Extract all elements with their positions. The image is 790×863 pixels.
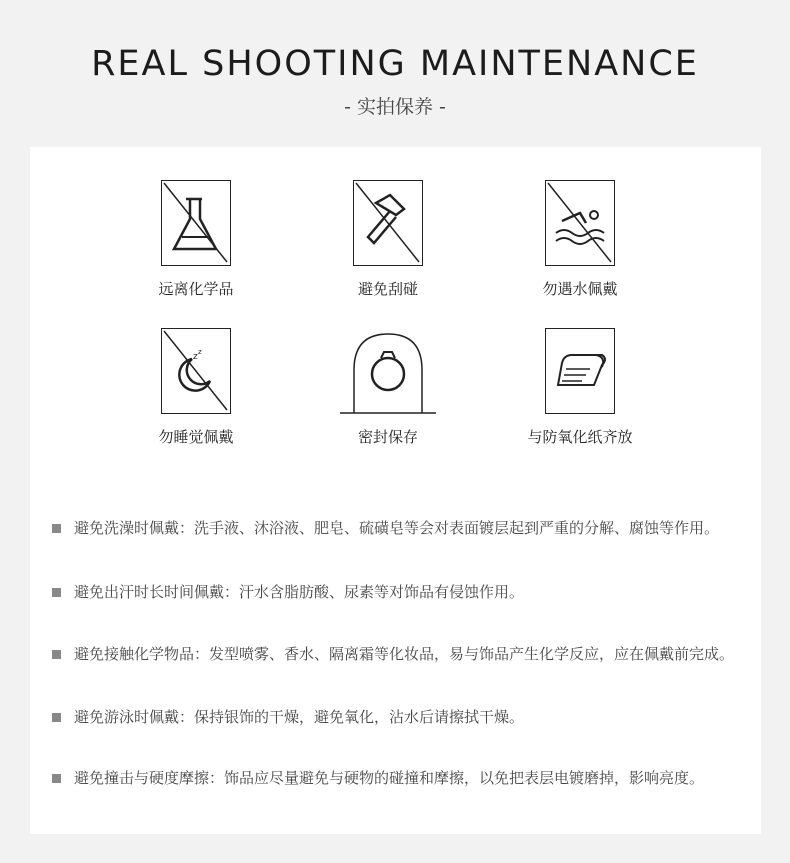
note-item: 避免出汗时长时间佩戴：汗水含脂肪酸、尿素等对饰品有侵蚀作用。: [48, 581, 738, 604]
bullet-square-icon: [52, 588, 61, 597]
svg-text:z: z: [198, 348, 202, 356]
icon-label: 勿睡觉佩戴: [158, 428, 234, 446]
icon-item-sleep: [121, 328, 271, 447]
icon-item-scratch: [313, 180, 463, 299]
maintenance-card: [30, 147, 761, 834]
no-sleeping-icon: [161, 328, 231, 414]
page-subtitle: - 实拍保养 -: [344, 96, 446, 118]
svg-text:z: z: [193, 352, 198, 362]
icon-item-water: [505, 180, 655, 299]
icon-label: 密封保存: [357, 428, 418, 446]
note-item: 避免游泳时佩戴：保持银饰的干燥，避免氧化，沾水后请擦拭干燥。: [48, 706, 738, 729]
bullet-square-icon: [52, 650, 61, 659]
icon-item-paper: [505, 328, 655, 447]
icon-label: 远离化学品: [158, 280, 234, 298]
sealed-ring-icon: [340, 328, 436, 414]
icon-item-chemicals: [121, 180, 271, 299]
bullet-square-icon: [52, 713, 61, 722]
anti-oxidation-paper-icon: [545, 328, 615, 414]
no-swimming-icon: [545, 180, 615, 266]
icon-label: 避免刮碰: [357, 280, 418, 298]
page-title: REAL SHOOTING MAINTENANCE: [91, 44, 699, 84]
icon-item-sealed: [313, 328, 463, 447]
no-chemicals-icon: [161, 180, 231, 266]
note-item: 避免接触化学物品：发型喷雾、香水、隔离霜等化妆品，易与饰品产生化学反应，应在佩戴前完成。: [48, 643, 738, 666]
bullet-square-icon: [52, 774, 61, 783]
icon-label: 与防氧化纸齐放: [527, 428, 633, 446]
icon-grid: [30, 180, 761, 470]
no-hammer-icon: [353, 180, 423, 266]
bullet-square-icon: [52, 524, 61, 533]
icon-label: 勿遇水佩戴: [542, 280, 618, 298]
note-item: 避免撞击与硬度摩擦：饰品应尽量避免与硬物的碰撞和摩擦，以免把表层电镀磨掉，影响亮度。: [48, 767, 738, 790]
note-item: 避免洗澡时佩戴：洗手液、沐浴液、肥皂、硫磺皂等会对表面镀层起到严重的分解、腐蚀等作用。: [48, 517, 738, 540]
